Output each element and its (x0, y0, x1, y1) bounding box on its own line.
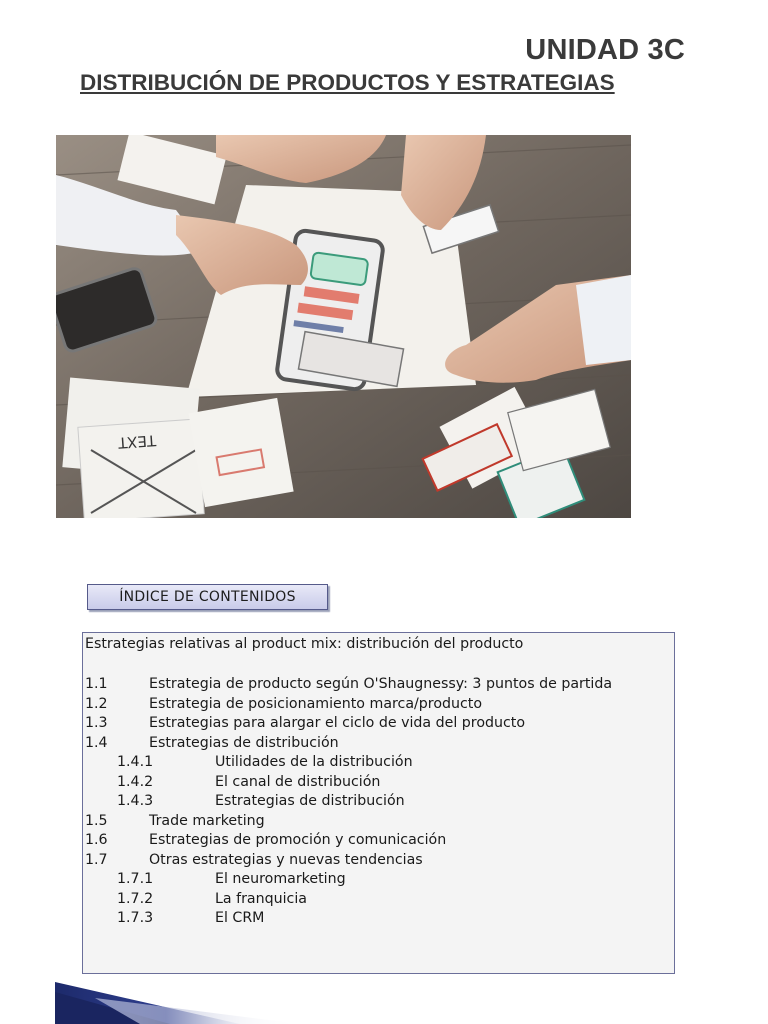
toc-item-number: 1.7.1 (117, 871, 154, 887)
toc-item-text: El neuromarketing (215, 871, 346, 887)
toc-item-text: Estrategias de distribución (149, 734, 339, 751)
table-of-contents (82, 632, 675, 974)
toc-item-text: El CRM (215, 910, 265, 926)
toc-item-number: 1.7.3 (117, 910, 154, 926)
photo-paper-text: TEXT (117, 431, 157, 452)
toc-item-number: 1.6 (85, 832, 108, 848)
toc-item-text: Estrategia de producto según O'Shaugnessy: 3 puntos de partida (149, 676, 613, 692)
unit-subtitle: DISTRIBUCIÓN DE PRODUCTOS Y ESTRATEGIAS (80, 70, 615, 95)
toc-item-text: El canal de distribución (215, 773, 381, 790)
toc-item-number: 1.4.1 (117, 754, 154, 770)
footer-decoration (0, 978, 768, 1024)
toc-item-text: La franquicia (215, 890, 307, 907)
toc-item-number: 1.3 (85, 715, 108, 731)
toc-item-number: 1.7.2 (117, 890, 154, 907)
index-heading: ÍNDICE DE CONTENIDOS (87, 584, 328, 610)
wireframe-photo (56, 135, 631, 518)
toc-item-number: 1.5 (85, 812, 108, 829)
toc-item-number: 1.7 (85, 851, 108, 868)
toc-item-number: 1.4.2 (117, 773, 154, 790)
toc-item-text: Utilidades de la distribución (215, 754, 413, 770)
toc-item-number: 1.4.3 (117, 793, 154, 809)
toc-item-text: Estrategias de distribución (215, 793, 405, 809)
toc-item-text: Estrategias de promoción y comunicación (149, 832, 447, 848)
toc-intro: Estrategias relativas al product mix: distribución del producto (85, 636, 524, 652)
toc-item-number: 1.2 (85, 695, 108, 712)
unit-title: UNIDAD 3C (525, 34, 685, 66)
toc-item-text: Otras estrategias y nuevas tendencias (149, 851, 423, 868)
toc-item-text: Estrategia de posicionamiento marca/producto (149, 695, 483, 712)
toc-item-number: 1.1 (85, 676, 108, 692)
toc-item-text: Estrategias para alargar el ciclo de vida del producto (149, 715, 526, 731)
toc-item-number: 1.4 (85, 734, 108, 751)
toc-item-text: Trade marketing (149, 812, 265, 829)
